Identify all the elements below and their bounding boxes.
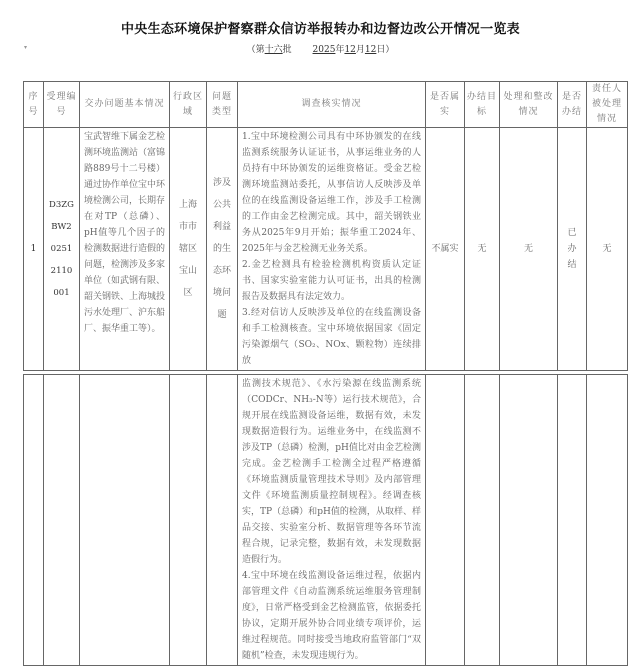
year-suffix: 年: [335, 45, 345, 55]
batch-suffix: 批: [282, 45, 292, 55]
empty-cell: [44, 375, 80, 666]
month: 12: [344, 45, 356, 55]
day-suffix: 日）: [376, 45, 395, 55]
header-investigation: 调查核实情况: [238, 82, 426, 128]
table-row: [24, 128, 628, 371]
empty-cell: [24, 375, 44, 666]
header-verified: 是否属实: [426, 82, 465, 128]
header-issue: 交办问题基本情况: [80, 82, 170, 128]
investigation-details-continued: [238, 375, 426, 666]
issue-type: 涉及公共利益的生态环境问题: [207, 128, 238, 371]
header-row: [24, 82, 628, 128]
tables-wrapper: [23, 81, 627, 666]
header-closed: 是否办结: [558, 82, 587, 128]
region: 上海市市辖区宝山区: [170, 128, 207, 371]
batch-number: 十六: [264, 45, 283, 55]
case-id-text: D3ZGBW202512110001: [49, 200, 74, 298]
empty-cell: [500, 375, 558, 666]
investigation-paragraph-4: 4.宝中环境在线监测设备运维过程，依据内部管理文件《自动监测系统运维服务管理制度》，日常严格受到金艺检测监管，依据委托协议，定期开展外协合同业绩专项评价，运维过程规范。同时接受当地政府监管部门“双随机”检查，未发现违规行为。: [242, 571, 421, 661]
batch-date-line: [0, 42, 641, 55]
header-punishment: 责任人被处理情况: [587, 82, 628, 128]
header-region: 行政区域: [170, 82, 207, 128]
target: 无: [465, 128, 500, 371]
case-id: [44, 128, 80, 371]
header-index: 序号: [24, 82, 44, 128]
header-target: 办结目标: [465, 82, 500, 128]
disclosure-table-continued: [23, 374, 628, 666]
row-index: 1: [24, 128, 44, 371]
subtitle-open: （第: [246, 45, 265, 55]
document-title: 中央生态环境保护督察群众信访举报转办和边督边改公开情况一览表: [120, 22, 520, 37]
month-suffix: 月: [355, 45, 365, 55]
handling: 无: [500, 128, 558, 371]
investigation-paragraph-1: 1.宝中环境检测公司具有中环协颁发的在线监测系统服务认证证书，从事运维业务的人员持有中环协颁发的运维资格证。受金艺检测环境监测站委托，从事信访人反映涉及单位的在线监测设备运维工作，涉及手工检测的工作由金艺检测完成。其中，韶关钢铁业务从2025年9月开始；振华重工2024年、2025年与金艺检测无业务关系。: [242, 132, 421, 254]
empty-cell: [558, 375, 587, 666]
punishment: 无: [587, 128, 628, 371]
empty-cell: [587, 375, 628, 666]
empty-cell: [465, 375, 500, 666]
disclosure-table: [23, 81, 628, 371]
empty-cell: [207, 375, 238, 666]
year: 2025: [312, 45, 336, 55]
empty-cell: [426, 375, 465, 666]
header-case-id: 受理编号: [44, 82, 80, 128]
verified: 不属实: [426, 128, 465, 371]
header-handling: 处理和整改情况: [500, 82, 558, 128]
table-row-continued: [24, 375, 628, 666]
issue-description: 宝武智维下属金艺检测环境监测站（富锦路889号十二号楼）通过协作单位宝中环境检测公司，长期存在对TP（总磷）、pH值等几个因子的检测数据进行造假的问题，检测涉及多家单位（如武钢有限、韶关钢铁、上海城投污水处理厂、沪东船厂、振华重工等）。: [80, 128, 170, 371]
investigation-paragraph-3-continued: 监测技术规范》、《水污染源在线监测系统（CODCr、NH₃-N等）运行技术规范》，合规开展在线监测设备运维，数据有效，未发现数据造假行为。运维业务中，在线监测不涉及TP（总磷）检测，pH值比对由金艺检测完成。金艺检测手工检测全过程严格遵循《环境监测质量管理技术导则》及内部管理文件《环境监测质量控制规程》。经调查核实，TP（总磷）和pH值的检测，从取样、样品交接、实验室分析、数据管理等各环节流程合规，记录完整，数据有效，未发现数据造假行为。: [242, 379, 421, 565]
investigation-details: [238, 128, 426, 371]
header-type: 问题类型: [207, 82, 238, 128]
empty-cell: [170, 375, 207, 666]
investigation-paragraph-2: 2.金艺检测具有检验检测机构资质认定证书、国家实验室能力认可证书，出具的检测报告及数据具有法定效力。: [242, 260, 421, 302]
closed-status: 已办结: [558, 128, 587, 371]
margin-mark: ▾: [24, 44, 28, 51]
investigation-paragraph-3: 3.经对信访人反映涉及单位的在线监测设备和手工检测核查。宝中环境依据国家《固定污染源烟气（SO₂、NOx、颗粒物）连续排放: [242, 308, 421, 366]
empty-cell: [80, 375, 170, 666]
day: 12: [364, 45, 377, 55]
